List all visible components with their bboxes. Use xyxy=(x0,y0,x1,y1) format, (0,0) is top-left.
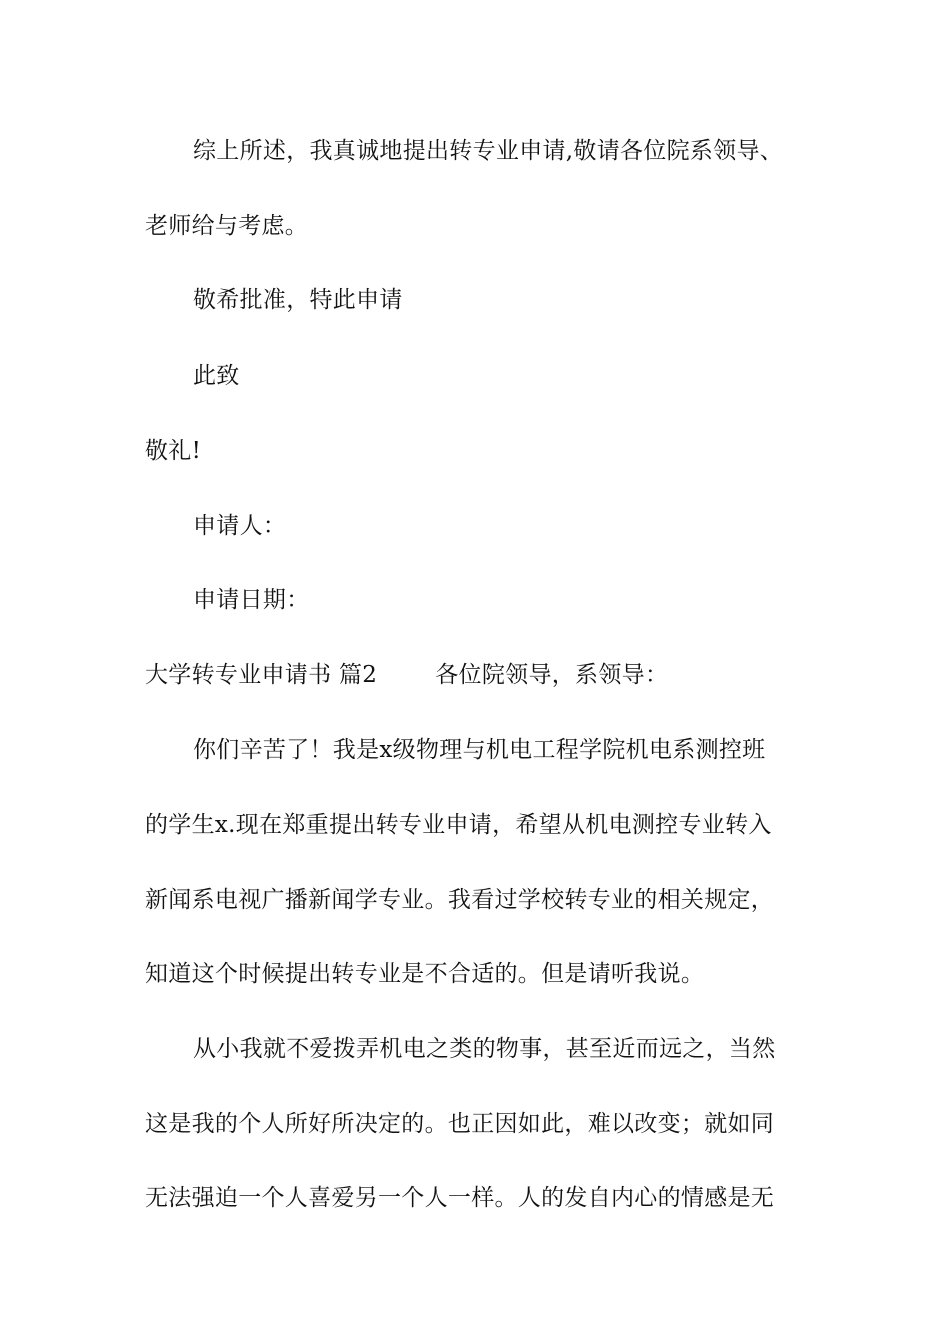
date-label: 申请日期： xyxy=(193,587,310,613)
paragraph-line: 的学生x.现在郑重提出转专业申请，希望从机电测控专业转入 xyxy=(145,812,772,838)
closing-salutation: 敬礼! xyxy=(145,438,202,464)
paragraph-line: 新闻系电视广播新闻学专业。我看过学校转专业的相关规定， xyxy=(145,887,775,913)
closing-line: 此致 xyxy=(193,363,240,389)
paragraph-line: 这是我的个人所好所决定的。也正因如此，难以改变；就如同 xyxy=(145,1111,775,1137)
section-heading-line xyxy=(145,660,668,690)
paragraph-line: 敬希批准，特此申请 xyxy=(193,287,403,313)
paragraph-line: 无法强迫一个人喜爱另一个人一样。人的发自内心的情感是无 xyxy=(145,1185,775,1211)
section-title: 大学转专业申请书 篇2 xyxy=(145,662,378,688)
paragraph-line: 你们辛苦了！我是x级物理与机电工程学院机电系测控班 xyxy=(193,737,766,763)
paragraph-line: 综上所述，我真诚地提出转专业申请,敬请各位院系领导、 xyxy=(193,138,784,164)
addressee: 各位院领导，系领导： xyxy=(435,662,669,688)
paragraph-line: 老师给与考虑。 xyxy=(145,213,309,239)
applicant-label: 申请人： xyxy=(193,513,287,539)
paragraph-line: 知道这个时候提出转专业是不合适的。但是请听我说。 xyxy=(145,961,705,987)
paragraph-line: 从小我就不爱拨弄机电之类的物事，甚至近而远之，当然 xyxy=(193,1036,776,1062)
